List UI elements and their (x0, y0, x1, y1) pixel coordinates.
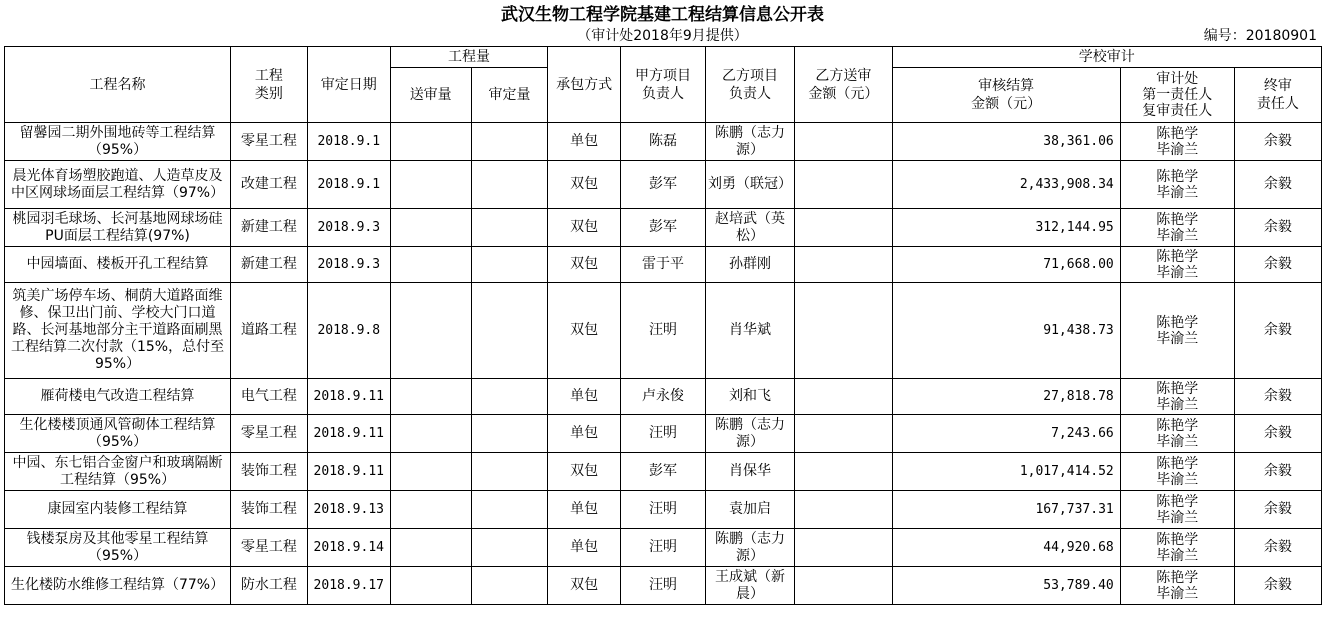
header-party-b-amount: 乙方送审 金额（元） (795, 47, 892, 123)
party-b-lead-cell: 陈鹏（志力源） (705, 529, 794, 567)
project-type-cell: 道路工程 (231, 283, 308, 379)
final-review-cell: 余毅 (1234, 161, 1321, 209)
auditors-cell: 陈艳学 毕渝兰 (1120, 283, 1234, 379)
audited-amount-cell: 1,017,414.52 (892, 453, 1120, 491)
auditors-cell: 陈艳学 毕渝兰 (1120, 453, 1234, 491)
project-name-cell: 雁荷楼电气改造工程结算 (5, 379, 231, 415)
party-a-lead-cell: 汪明 (620, 415, 705, 453)
approval-date-cell: 2018.9.3 (307, 247, 390, 283)
final-review-cell: 余毅 (1234, 415, 1321, 453)
submitted-qty-cell (390, 161, 471, 209)
contract-mode-cell: 单包 (548, 491, 621, 529)
approved-qty-cell (471, 379, 548, 415)
approved-qty-cell (471, 415, 548, 453)
final-review-cell: 余毅 (1234, 283, 1321, 379)
auditors-cell: 陈艳学 毕渝兰 (1120, 415, 1234, 453)
header-final-review: 终审 责任人 (1234, 68, 1321, 123)
contract-mode-cell: 双包 (548, 209, 621, 247)
party-b-lead-cell: 肖保华 (705, 453, 794, 491)
project-type-cell: 新建工程 (231, 209, 308, 247)
approved-qty-cell (471, 161, 548, 209)
header-audited-amount: 审核结算 金额（元） (892, 68, 1120, 123)
party-a-lead-cell: 彭军 (620, 161, 705, 209)
header-approval-date: 审定日期 (307, 47, 390, 123)
party-b-amount-cell (795, 123, 892, 161)
project-type-cell: 防水工程 (231, 567, 308, 605)
project-name-cell: 中园墙面、楼板开孔工程结算 (5, 247, 231, 283)
submitted-qty-cell (390, 379, 471, 415)
approved-qty-cell (471, 453, 548, 491)
project-type-cell: 新建工程 (231, 247, 308, 283)
submitted-qty-cell (390, 247, 471, 283)
auditors-cell: 陈艳学 毕渝兰 (1120, 161, 1234, 209)
table-row (5, 209, 1322, 247)
table-row (5, 247, 1322, 283)
header-party-a-lead: 甲方项目 负责人 (620, 47, 705, 123)
submitted-qty-cell (390, 529, 471, 567)
project-type-cell: 零星工程 (231, 123, 308, 161)
submitted-qty-cell (390, 567, 471, 605)
project-name-cell: 留馨园二期外围地砖等工程结算（95%） (5, 123, 231, 161)
party-b-lead-cell: 孙群刚 (705, 247, 794, 283)
submitted-qty-cell (390, 491, 471, 529)
contract-mode-cell: 单包 (548, 529, 621, 567)
table-row (5, 567, 1322, 605)
party-b-amount-cell (795, 415, 892, 453)
approval-date-cell: 2018.9.1 (307, 161, 390, 209)
party-a-lead-cell: 汪明 (620, 283, 705, 379)
approval-date-cell: 2018.9.11 (307, 415, 390, 453)
party-a-lead-cell: 汪明 (620, 529, 705, 567)
project-name-cell: 钱楼泵房及其他零星工程结算（95%） (5, 529, 231, 567)
header-contract-mode: 承包方式 (548, 47, 621, 123)
party-b-lead-cell: 赵培武（英松） (705, 209, 794, 247)
submitted-qty-cell (390, 415, 471, 453)
approval-date-cell: 2018.9.3 (307, 209, 390, 247)
auditors-cell: 陈艳学 毕渝兰 (1120, 209, 1234, 247)
auditors-cell: 陈艳学 毕渝兰 (1120, 123, 1234, 161)
table-row (5, 529, 1322, 567)
auditors-cell: 陈艳学 毕渝兰 (1120, 491, 1234, 529)
approval-date-cell: 2018.9.17 (307, 567, 390, 605)
table-row (5, 453, 1322, 491)
header-project-name: 工程名称 (5, 47, 231, 123)
table-row (5, 283, 1322, 379)
project-name-cell: 生化楼防水维修工程结算（77%） (5, 567, 231, 605)
subtitle: （审计处2018年9月提供） (577, 28, 748, 44)
final-review-cell: 余毅 (1234, 453, 1321, 491)
party-b-amount-cell (795, 283, 892, 379)
project-type-cell: 零星工程 (231, 415, 308, 453)
approval-date-cell: 2018.9.11 (307, 453, 390, 491)
auditors-cell: 陈艳学 毕渝兰 (1120, 379, 1234, 415)
project-name-cell: 筑美广场停车场、桐荫大道路面维修、保卫出门前、学校大门口道路、长河基地部分主干道路面刷黑工程结算二次付款（15%，总付至95%） (5, 283, 231, 379)
approved-qty-cell (471, 247, 548, 283)
party-a-lead-cell: 彭军 (620, 453, 705, 491)
audited-amount-cell: 71,668.00 (892, 247, 1120, 283)
party-b-amount-cell (795, 491, 892, 529)
contract-mode-cell: 双包 (548, 247, 621, 283)
table-row (5, 415, 1322, 453)
party-a-lead-cell: 陈磊 (620, 123, 705, 161)
header-audit-group: 学校审计 (892, 47, 1321, 68)
party-b-lead-cell: 陈鹏（志力源） (705, 415, 794, 453)
contract-mode-cell: 双包 (548, 283, 621, 379)
final-review-cell: 余毅 (1234, 379, 1321, 415)
party-b-amount-cell (795, 567, 892, 605)
project-type-cell: 零星工程 (231, 529, 308, 567)
final-review-cell: 余毅 (1234, 209, 1321, 247)
subtitle-line (0, 26, 1325, 46)
approved-qty-cell (471, 529, 548, 567)
auditors-cell: 陈艳学 毕渝兰 (1120, 567, 1234, 605)
approved-qty-cell (471, 567, 548, 605)
party-b-lead-cell: 陈鹏（志力源） (705, 123, 794, 161)
contract-mode-cell: 双包 (548, 161, 621, 209)
approval-date-cell: 2018.9.1 (307, 123, 390, 161)
party-b-amount-cell (795, 247, 892, 283)
approved-qty-cell (471, 209, 548, 247)
party-a-lead-cell: 彭军 (620, 209, 705, 247)
party-b-amount-cell (795, 453, 892, 491)
audited-amount-cell: 91,438.73 (892, 283, 1120, 379)
submitted-qty-cell (390, 123, 471, 161)
submitted-qty-cell (390, 209, 471, 247)
contract-mode-cell: 单包 (548, 123, 621, 161)
final-review-cell: 余毅 (1234, 567, 1321, 605)
approval-date-cell: 2018.9.11 (307, 379, 390, 415)
header-audit-first: 审计处 第一责任人 复审责任人 (1120, 68, 1234, 123)
project-type-cell: 装饰工程 (231, 453, 308, 491)
project-type-cell: 装饰工程 (231, 491, 308, 529)
party-a-lead-cell: 汪明 (620, 567, 705, 605)
auditors-cell: 陈艳学 毕渝兰 (1120, 247, 1234, 283)
audited-amount-cell: 27,818.78 (892, 379, 1120, 415)
audited-amount-cell: 167,737.31 (892, 491, 1120, 529)
contract-mode-cell: 双包 (548, 453, 621, 491)
submitted-qty-cell (390, 453, 471, 491)
party-b-amount-cell (795, 161, 892, 209)
project-type-cell: 电气工程 (231, 379, 308, 415)
party-a-lead-cell: 汪明 (620, 491, 705, 529)
table-row (5, 379, 1322, 415)
contract-mode-cell: 双包 (548, 567, 621, 605)
approved-qty-cell (471, 123, 548, 161)
party-a-lead-cell: 雷于平 (620, 247, 705, 283)
submitted-qty-cell (390, 283, 471, 379)
contract-mode-cell: 单包 (548, 379, 621, 415)
sheet-title: 武汉生物工程学院基建工程结算信息公开表 (501, 5, 824, 25)
header-party-b-lead: 乙方项目 负责人 (705, 47, 794, 123)
project-name-cell: 晨光体育场塑胶跑道、人造草皮及中区网球场面层工程结算（97%） (5, 161, 231, 209)
party-b-lead-cell: 刘和飞 (705, 379, 794, 415)
header-submitted-qty: 送审量 (390, 68, 471, 123)
approved-qty-cell (471, 283, 548, 379)
settlement-table (4, 46, 1322, 605)
header-project-type: 工程 类别 (231, 47, 308, 123)
final-review-cell: 余毅 (1234, 529, 1321, 567)
party-b-lead-cell: 王成斌（新晨） (705, 567, 794, 605)
header-approved-qty: 审定量 (471, 68, 548, 123)
audited-amount-cell: 7,243.66 (892, 415, 1120, 453)
audited-amount-cell: 38,361.06 (892, 123, 1120, 161)
party-b-amount-cell (795, 379, 892, 415)
project-name-cell: 生化楼楼顶通风管砌体工程结算（95%） (5, 415, 231, 453)
final-review-cell: 余毅 (1234, 123, 1321, 161)
audited-amount-cell: 53,789.40 (892, 567, 1120, 605)
table-row (5, 161, 1322, 209)
audited-amount-cell: 312,144.95 (892, 209, 1120, 247)
party-b-lead-cell: 袁加启 (705, 491, 794, 529)
approved-qty-cell (471, 491, 548, 529)
contract-mode-cell: 单包 (548, 415, 621, 453)
party-b-amount-cell (795, 529, 892, 567)
project-name-cell: 康园室内装修工程结算 (5, 491, 231, 529)
approval-date-cell: 2018.9.14 (307, 529, 390, 567)
final-review-cell: 余毅 (1234, 247, 1321, 283)
audited-amount-cell: 2,433,908.34 (892, 161, 1120, 209)
party-b-lead-cell: 肖华斌 (705, 283, 794, 379)
auditors-cell: 陈艳学 毕渝兰 (1120, 529, 1234, 567)
approval-date-cell: 2018.9.13 (307, 491, 390, 529)
party-b-amount-cell (795, 209, 892, 247)
table-row (5, 123, 1322, 161)
project-name-cell: 中园、东七铝合金窗户和玻璃隔断工程结算（95%） (5, 453, 231, 491)
party-b-lead-cell: 刘勇（联冠） (705, 161, 794, 209)
audited-amount-cell: 44,920.68 (892, 529, 1120, 567)
header-quantity-group: 工程量 (390, 47, 548, 68)
table-row (5, 491, 1322, 529)
project-type-cell: 改建工程 (231, 161, 308, 209)
party-a-lead-cell: 卢永俊 (620, 379, 705, 415)
approval-date-cell: 2018.9.8 (307, 283, 390, 379)
final-review-cell: 余毅 (1234, 491, 1321, 529)
table-body (5, 123, 1322, 605)
doc-number: 编号：20180901 (1203, 28, 1317, 44)
project-name-cell: 桃园羽毛球场、长河基地网球场硅PU面层工程结算(97%) (5, 209, 231, 247)
